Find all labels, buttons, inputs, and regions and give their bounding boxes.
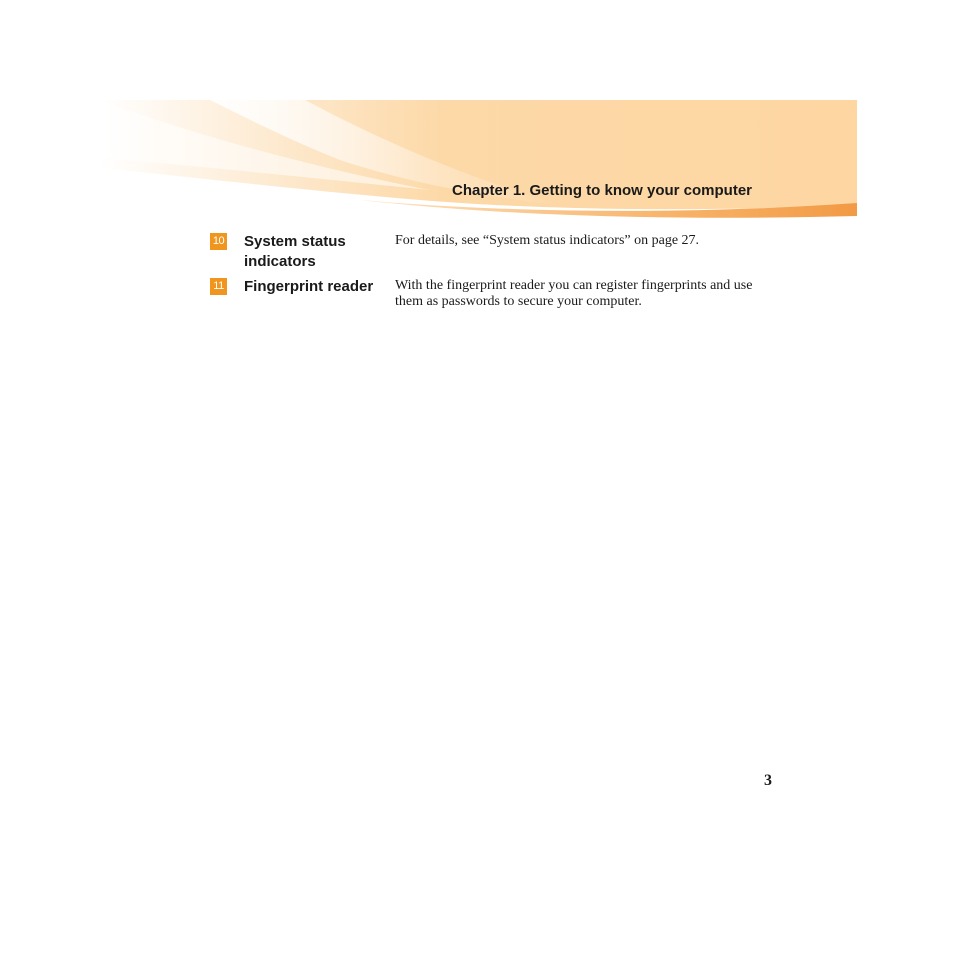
page-number: 3: [764, 772, 772, 789]
item-number-badge: 11: [210, 278, 227, 295]
item-number-badge: 10: [210, 233, 227, 250]
item-description: For details, see “System status indicators” on page 27.: [395, 233, 700, 248]
item-term: Fingerprint reader: [244, 278, 374, 295]
item-description: With the fingerprint reader you can register fingerprints and use them as passwords to secure your computer.: [395, 278, 753, 309]
item-term: System status indicators: [244, 233, 346, 270]
chapter-title: Chapter 1. Getting to know your computer: [452, 182, 753, 199]
